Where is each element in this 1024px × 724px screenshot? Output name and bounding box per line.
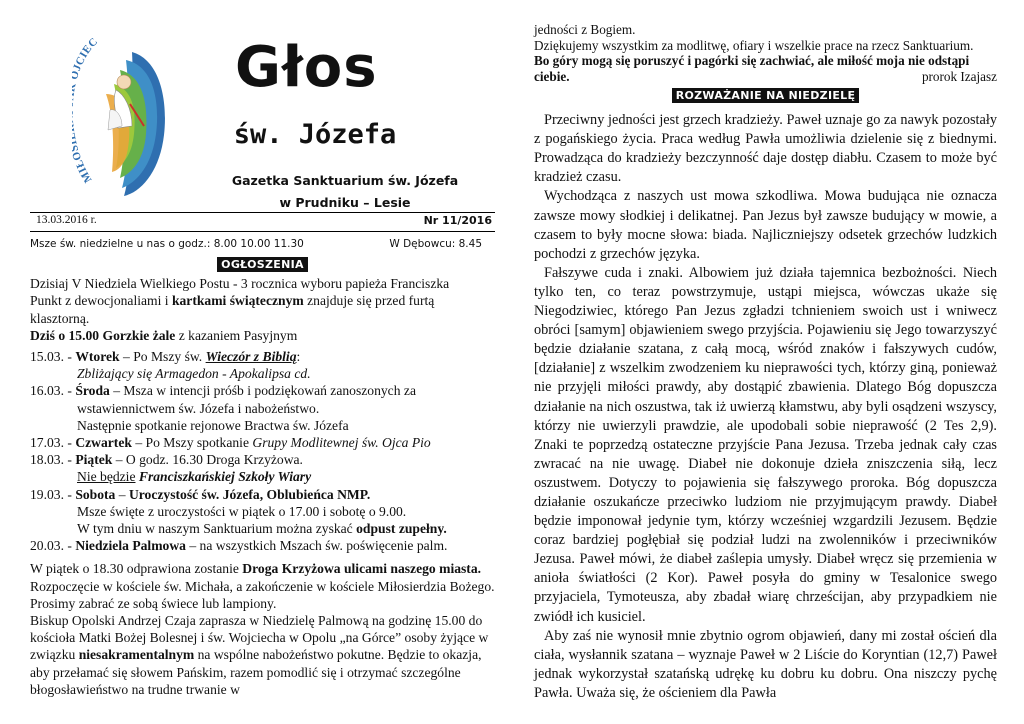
announcement-stand: Punkt z dewocjonaliami i kartkami świątecznym znajduje się przed furtą klasztorną. — [30, 293, 435, 326]
isaiah-quote: Bo góry mogą się poruszyć i pagórki się zachwiać, ale miłość moja nie odstąpi ciebie. prorok Izajasz — [534, 53, 997, 84]
reflection-paragraph-1: Przeciwny jedności jest grzech kradzieży. Paweł uznaje go za nawyk pozostały z pogańskiego życia. Praca według Pawła umożliwia dzielenie się z biednymi. Prowadząca do kradzieży bezczynność daje dostęp diabłu. Czasem to może być kradzież czasu. — [534, 112, 997, 186]
announcements-heading: OGŁOSZENIA — [30, 255, 495, 273]
reflection-paragraph-3: Fałszywe cuda i znaki. Albowiem już działa tajemnica bezbożności. Niech tylko ten, co teraz powstrzymuje, ustąpi miejsca, wówczas ukaże się Niegodziwiec, którego Pan Jezus zgładzi tchnieniem swoich ust i wniwecz obróci [samym] objawieniem swego przyjścia. Pojawieniu się Jego towarzyszyć będzie działanie szatana, z całą mocą, wśród znaków i fałszywych cudów, [działanie] z wszelkim zwodzeniem ku nieprawości tych, którzy giną, ponieważ nie przyjęli miłości prawdy, aby dostąpić zbawienia. Dlatego Bóg dopuszcza działanie na nich oszustwa, tak iż uwierzą kłamstwu, aby byli osądzeni wszyscy, którzy nie uwierzyli prawdzie, ale upodobali sobie nieprawość (2 Tes 2,9). Znaki te poprzedzą ostateczne przyjście Pana Jezusa. Trzeba jednak cały czas zwracać na nie uwagę. Diabeł nie dokonuje dzieła zniszczenia siłą, lecz oszustwem. Dotyczy to pojawienia się fałszywego proroka. Bóg dopuszcza działanie oszukańcze przeciwko ludziom nie przyjmującym prawdy. Diabeł będzie imponował jedynie tym, którzy wcześniej wzgardzili Jezusem. Będzie coraz bardziej pogłębiał się podział ludzi na zwolenników i przeciwników Jezusa. Paweł mówi, że diabeł zaślepia umysły. Diabeł wręcz się przemienia w anioła światłości (2 Kor). Paweł posyła do gminy w Tesalonice swego przyjaciela, Tymoteusza, aby zbadał wiarę chrześcijan, aby przypadkiem nie zwiódł ich kusiciel. — [534, 264, 997, 625]
debowiec-mass: W Dębowcu: 8.45 — [389, 238, 482, 250]
thanks-line: Dziękujemy wszystkim za modlitwę, ofiary i wszelkie prace na rzecz Sanktuarium. — [534, 37, 974, 53]
reflection-heading: ROZWAŻANIE NA NIEDZIELĘ — [534, 86, 997, 105]
announcement-gorzkie: Dziś o 15.00 Gorzkie żale z kazaniem Pasyjnym — [30, 327, 298, 343]
issue-date: 13.03.2016 r. — [36, 214, 97, 226]
newsletter-subtitle: św. Józefa — [233, 119, 397, 150]
continuation-line: jedności z Bogiem. — [534, 22, 636, 37]
reflection-column — [534, 20, 997, 703]
reflection-paragraph-4: Aby zaś nie wynosił mnie zbytnio ogrom objawień, dany mi został oścień dla ciała, wysłannik szatana – wyznaje Paweł w 2 Liście do Koryntian (12,7) Paweł jednak wykorzystał szatańską udrękę ku dobru ku dobru. Ona niszczy pychę Pawła. Uważa się, że ościeniem dla Pawła — [534, 627, 997, 701]
event-saturday-masses: Msze święte z uroczystości w piątek o 17.00 i sobotę o 9.00. — [77, 503, 407, 519]
announcement-intro: Dzisiaj V Niedziela Wielkiego Postu - 3 rocznica wyboru papieża Franciszka — [30, 276, 450, 292]
event-wednesday: 16.03. - Środa – Msza w intencji próśb i podziękowań zanoszonych za wstawiennictwem św. Józefa i nabożeństwo. — [30, 383, 416, 416]
newsletter-tagline — [205, 170, 485, 214]
announcement-bishop: Biskup Opolski Andrzej Czaja zaprasza w Niedzielę Palmową na godzinę 15.00 do kościoła Matki Bożej Bolesnej i św. Wojciecha w Opolu „na Górce” osoby żyjące w związku niesakramentalnym na wspólne nabożeństwo pokutne. Będzie to okazja, aby przełamać się słowem Pańskim, razem pomodlić się i otrzymać szczególne błogosławieństwo na trudne trwanie w — [30, 613, 489, 697]
newsletter-title: Głos — [235, 35, 378, 100]
announcement-way-of-cross: W piątek o 18.30 odprawiona zostanie Droga Krzyżowa ulicami naszego miasta. Rozpoczęcie w kościele św. Michała, a zakończenie w kościele Miłosierdzia Bożego. Prosimy zabrać ze sobą świece lub lampiony. — [30, 561, 495, 611]
masthead-logo — [72, 30, 172, 205]
jubilee-mercy-logo-icon — [72, 30, 172, 205]
reflection-paragraph-2: Wychodząca z naszych ust mowa szkodliwa. Mowa budująca nie oznacza zawsze mowy słodkiej i delikatnej. Pan Jezus był zawsze budujący w mowie, a czasem to były mocne słowa: biada. Najliczniejszy odsetek grzechów ludzkich pochodzi z grzechów języka. — [534, 188, 997, 262]
event-thursday: 17.03. - Czwartek – Po Mszy spotkanie Grupy Modlitewnej św. Ojca Pio — [30, 435, 431, 451]
event-tuesday-detail: Zbliżający się Armagedon - Apokalipsa cd. — [77, 366, 311, 382]
announcements-section — [30, 255, 495, 698]
tagline-line-2: w Prudniku – Lesie — [279, 195, 411, 210]
event-friday: 18.03. - Piątek – O godz. 16.30 Droga Krzyżowa. — [30, 452, 303, 468]
quote-author: prorok Izajasz — [921, 68, 997, 84]
event-wednesday-detail: Następnie spotkanie rejonowe Bractwa św. Józefa — [77, 417, 349, 433]
logo-motto-text: MIŁ JCIEC — [72, 35, 101, 185]
event-palm-sunday: 20.03. - Niedziela Palmowa – na wszystkich Mszach św. poświęcenie palm. — [30, 538, 448, 554]
event-saturday-indulgence: W tym dniu w naszym Sanktuarium można zyskać odpust zupełny. — [77, 521, 447, 537]
svg-text:MIŁOSIERNI JAK OJCIEC — [72, 35, 100, 184]
header-rule-top — [30, 212, 495, 213]
event-friday-detail: Nie będzie Franciszkańskiej Szkoły Wiary — [77, 469, 312, 485]
event-saturday: 19.03. - Sobota – Uroczystość św. Józefa, Oblubieńca NMP. — [30, 486, 371, 502]
issue-number: Nr 11/2016 — [423, 214, 492, 227]
tagline-line-1: Gazetka Sanktuarium św. Józefa — [231, 173, 459, 188]
mass-times: Msze św. niedzielne u nas o godz.: 8.00 10.00 11.30 — [30, 238, 304, 250]
header-rule-bottom — [30, 231, 495, 232]
event-tuesday: 15.03. - Wtorek – Po Mszy św. Wieczór z Biblią: — [30, 349, 301, 365]
